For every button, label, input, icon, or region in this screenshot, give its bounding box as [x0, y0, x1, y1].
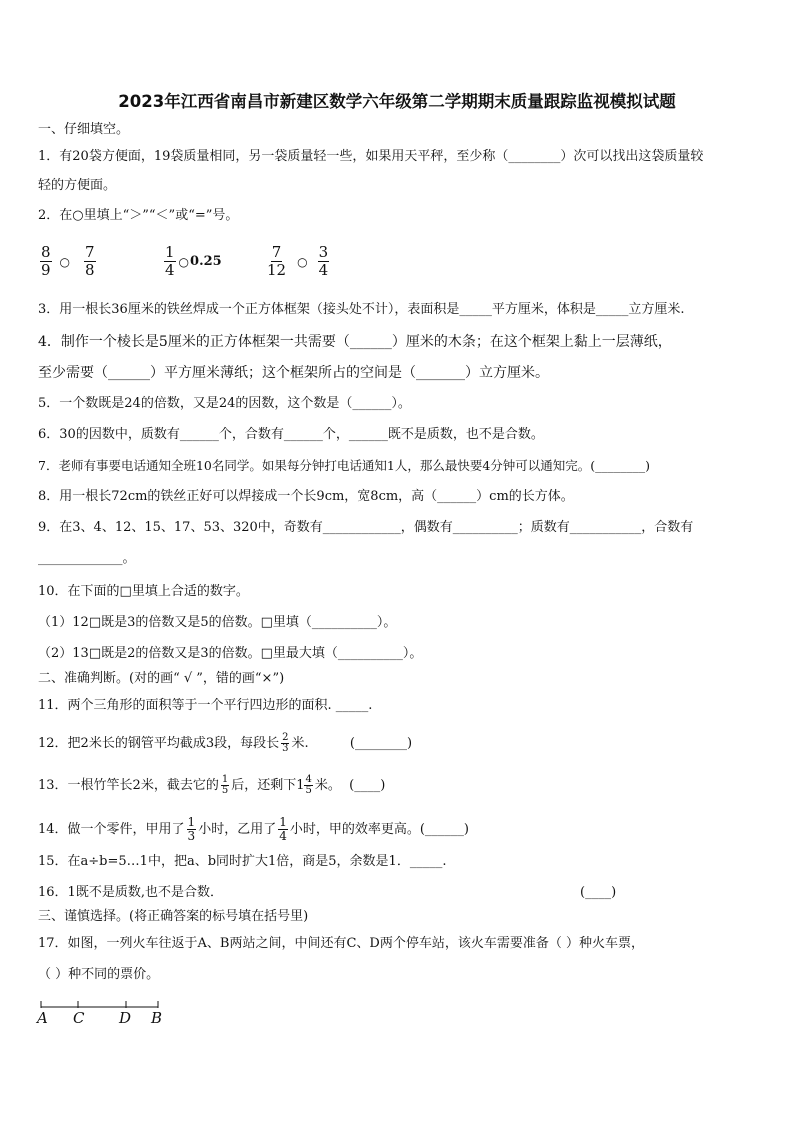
station-label-c: C [73, 1009, 85, 1027]
question-11: 11．两个三角形的面积等于一个平行四边形的面积. _____. [38, 698, 373, 713]
station-line-diagram [38, 998, 168, 1012]
question-2-expression-3 [264, 244, 331, 279]
fraction: $\frac{2}{3}$ [282, 732, 289, 754]
station-label-a: A [37, 1009, 48, 1027]
question-1-line-2: 轻的方便面。 [38, 178, 117, 193]
compare-circle: ○ [178, 254, 190, 269]
station-label-b: B [151, 1009, 163, 1027]
question-2-text: 2．在○里填上“＞”“＜”或“=”号。 [38, 208, 239, 223]
fraction: $\frac{1}{3}$ [187, 815, 196, 843]
fraction: $\frac{8}{9}$ [41, 243, 51, 279]
question-7: 7．老师有事要电话通知全班10名同学。如果每分钟打电话通知1人，那么最快要4分钟可以通知完。(________) [38, 458, 651, 473]
question-3: 3．用一根长36厘米的铁丝焊成一个正方体框架（接头处不计），表面积是_____平方厘米，体积是_____立方厘米. [38, 302, 685, 317]
question-9-line-2: _____________。 [38, 551, 136, 566]
fraction: $\frac{7}{12}$ [267, 243, 287, 279]
question-4-line-2: 至少需要（______）平方厘米薄纸；这个框架所占的空间是（_______）立方厘米。 [38, 365, 549, 381]
question-17-line-1: 17．如图，一列火车往返于A、B两站之间，中间还有C、D两个停车站，该火车需要准备（ ）种火车票， [38, 936, 644, 951]
question-6: 6．30的因数中，质数有______个，合数有______个，______既不是质数，也不是合数。 [38, 427, 544, 442]
question-16-answer-paren: (____) [580, 885, 617, 900]
question-2-expression-2 [162, 244, 222, 279]
question-10-part-2: （2）13□既是2的倍数又是3的倍数。□里最大填（__________）。 [38, 646, 423, 661]
question-13: 13．一根竹竿长2米，截去它的 $\frac{1}{5}$ 后，还剩下1 $\frac{4}{5}$ 米。 (____) [38, 774, 386, 796]
fraction: $\frac{1}{4}$ [279, 815, 287, 843]
section-2-heading: 二、准确判断。(对的画“ √ ”，错的画“×”) [38, 671, 285, 686]
section-3-heading: 三、谨慎选择。(将正确答案的标号填在括号里) [38, 909, 309, 924]
question-12: 12．把2米长的钢管平均截成3段，每段长 $\frac{2}{3}$ 米. (________) [38, 732, 413, 754]
station-label-d: D [119, 1009, 132, 1027]
question-1-line-1: 1．有20袋方便面，19袋质量相同，另一袋质量轻一些，如果用天平秤，至少称（________）次可以找出这袋质量较 [38, 149, 704, 164]
fraction: $\frac{1}{5}$ [221, 774, 229, 796]
question-15: 15．在a÷b=5…1中，把a、b同时扩大1倍，商是5，余数是1．_____. [38, 854, 447, 869]
compare-circle: ○ [297, 254, 308, 269]
question-9-line-1: 9．在3、4、12、15、17、53、320中，奇数有____________，偶数有__________；质数有___________，合数有 [38, 520, 694, 535]
question-10-part-1: （1）12□既是3的倍数又是5的倍数。□里填（__________）。 [38, 615, 397, 630]
page-title: 2023年江西省南昌市新建区数学六年级第二学期期末质量跟踪监视模拟试题 [118, 92, 676, 111]
fraction: $\frac{4}{5}$ [305, 774, 312, 796]
section-1-heading: 一、仔细填空。 [38, 122, 130, 137]
question-14: 14．做一个零件，甲用了 $\frac{1}{3}$ 小时，乙用了 $\frac{1}{4}$ 小时，甲的效率更高。(______) [38, 815, 469, 843]
fraction: $\frac{1}{4}$ [165, 243, 175, 279]
question-10-text: 10．在下面的□里填上合适的数字。 [38, 584, 249, 599]
question-4-line-1: 4．制作一个棱长是5厘米的正方体框架一共需要（______）厘米的木条；在这个框架上黏上一层薄纸， [38, 334, 672, 350]
fraction: $\frac{7}{8}$ [85, 243, 95, 279]
question-5: 5．一个数既是24的倍数，又是24的因数，这个数是（______）。 [38, 396, 411, 411]
compare-circle: ○ [59, 254, 71, 269]
question-2-expression-1 [38, 244, 98, 279]
question-16: 16．1既不是质数,也不是合数． [38, 885, 223, 900]
question-8: 8．用一根长72cm的铁丝正好可以焊接成一个长9cm，宽8cm，高（______）cm的长方体。 [38, 489, 574, 504]
decimal-value: 0.25 [190, 254, 222, 269]
question-17-line-2: （ ）种不同的票价。 [38, 967, 160, 982]
fraction: $\frac{3}{4}$ [318, 243, 329, 279]
